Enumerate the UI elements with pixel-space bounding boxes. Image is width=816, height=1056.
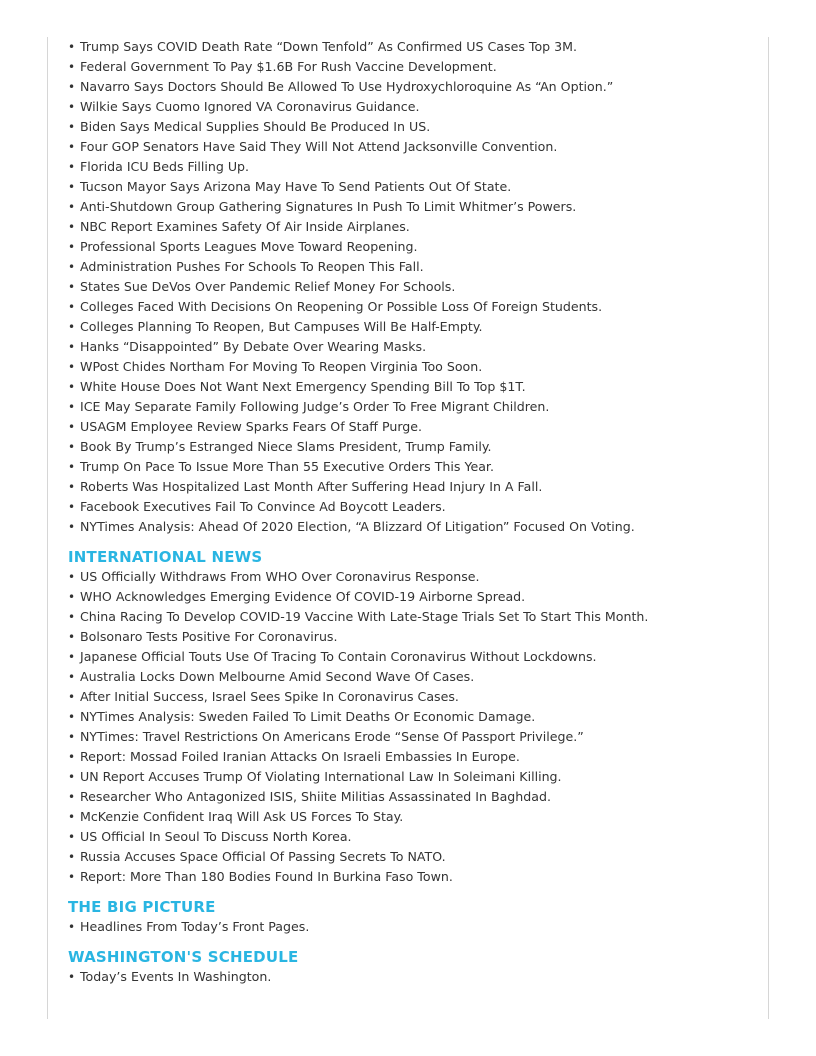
headline-link[interactable]: Federal Government To Pay $1.6B For Rush Vaccine Development. (80, 59, 497, 74)
headline-item (68, 157, 758, 177)
headline-link[interactable]: NYTimes Analysis: Ahead Of 2020 Election, “A Blizzard Of Litigation” Focused On Voting. (80, 519, 635, 534)
headline-link[interactable]: Florida ICU Beds Filling Up. (80, 159, 250, 174)
bullet-icon: • (68, 650, 76, 664)
headline-item (68, 217, 758, 237)
top-stories-list (68, 37, 758, 537)
bullet-icon: • (68, 480, 76, 494)
headline-item (68, 847, 758, 867)
bullet-icon: • (68, 710, 76, 724)
right-border (768, 37, 769, 1019)
headline-link[interactable]: Trump On Pace To Issue More Than 55 Executive Orders This Year. (80, 459, 494, 474)
washington-schedule-heading: WASHINGTON'S SCHEDULE (68, 948, 299, 966)
bullet-icon: • (68, 40, 76, 54)
bullet-icon: • (68, 570, 76, 584)
headline-link[interactable]: Four GOP Senators Have Said They Will Not Attend Jacksonville Convention. (80, 139, 558, 154)
headline-link[interactable]: NYTimes: Travel Restrictions On Americans Erode “Sense Of Passport Privilege.” (80, 729, 584, 744)
bullet-icon: • (68, 240, 76, 254)
headline-item (68, 517, 758, 537)
headline-link[interactable]: Researcher Who Antagonized ISIS, Shiite Militias Assassinated In Baghdad. (80, 789, 551, 804)
bullet-icon: • (68, 320, 76, 334)
headline-item (68, 477, 758, 497)
bullet-icon: • (68, 360, 76, 374)
headline-link[interactable]: US Officially Withdraws From WHO Over Coronavirus Response. (80, 569, 480, 584)
headline-item (68, 237, 758, 257)
headline-link[interactable]: States Sue DeVos Over Pandemic Relief Money For Schools. (80, 279, 456, 294)
headline-link[interactable]: Wilkie Says Cuomo Ignored VA Coronavirus Guidance. (80, 99, 420, 114)
headline-item (68, 667, 758, 687)
bullet-icon: • (68, 970, 76, 984)
headline-link[interactable]: Hanks “Disappointed” By Debate Over Wearing Masks. (80, 339, 427, 354)
bullet-icon: • (68, 200, 76, 214)
headline-link[interactable]: US Official In Seoul To Discuss North Korea. (80, 829, 352, 844)
bullet-icon: • (68, 670, 76, 684)
headline-link[interactable]: Professional Sports Leagues Move Toward Reopening. (80, 239, 418, 254)
headline-link[interactable]: Biden Says Medical Supplies Should Be Produced In US. (80, 119, 431, 134)
bullet-icon: • (68, 380, 76, 394)
headline-item (68, 607, 758, 627)
headline-link[interactable]: USAGM Employee Review Sparks Fears Of Staff Purge. (80, 419, 423, 434)
headline-item (68, 397, 758, 417)
headline-item (68, 417, 758, 437)
newsletter-content (68, 37, 758, 987)
headline-link[interactable]: NYTimes Analysis: Sweden Failed To Limit Deaths Or Economic Damage. (80, 709, 536, 724)
bullet-icon: • (68, 520, 76, 534)
bullet-icon: • (68, 120, 76, 134)
bullet-icon: • (68, 630, 76, 644)
headline-item (68, 687, 758, 707)
big-picture-section (68, 897, 758, 937)
headline-item (68, 497, 758, 517)
bullet-icon: • (68, 750, 76, 764)
bullet-icon: • (68, 400, 76, 414)
headline-link[interactable]: Anti-Shutdown Group Gathering Signatures In Push To Limit Whitmer’s Powers. (80, 199, 577, 214)
headline-link[interactable]: Tucson Mayor Says Arizona May Have To Send Patients Out Of State. (80, 179, 512, 194)
headline-item (68, 37, 758, 57)
headline-item (68, 277, 758, 297)
headline-link[interactable]: Russia Accuses Space Official Of Passing Secrets To NATO. (80, 849, 446, 864)
headline-item (68, 317, 758, 337)
bullet-icon: • (68, 590, 76, 604)
bullet-icon: • (68, 160, 76, 174)
headline-item (68, 767, 758, 787)
bullet-icon: • (68, 850, 76, 864)
headline-link[interactable]: WPost Chides Northam For Moving To Reopen Virginia Too Soon. (80, 359, 483, 374)
headline-link[interactable]: Colleges Planning To Reopen, But Campuses Will Be Half-Empty. (80, 319, 483, 334)
headline-item (68, 57, 758, 77)
bullet-icon: • (68, 340, 76, 354)
headline-link[interactable]: Facebook Executives Fail To Convince Ad Boycott Leaders. (80, 499, 446, 514)
headline-link[interactable]: Roberts Was Hospitalized Last Month After Suffering Head Injury In A Fall. (80, 479, 543, 494)
left-border (47, 37, 48, 1019)
bullet-icon: • (68, 280, 76, 294)
headline-item (68, 747, 758, 767)
headline-item (68, 377, 758, 397)
headline-item (68, 457, 758, 477)
headline-item (68, 137, 758, 157)
headline-item (68, 197, 758, 217)
headline-link[interactable]: After Initial Success, Israel Sees Spike In Coronavirus Cases. (80, 689, 459, 704)
headline-link[interactable]: Headlines From Today’s Front Pages. (80, 919, 310, 934)
headline-item (68, 807, 758, 827)
bullet-icon: • (68, 500, 76, 514)
headline-item (68, 97, 758, 117)
headline-item (68, 967, 758, 987)
headline-item (68, 587, 758, 607)
bullet-icon: • (68, 870, 76, 884)
headline-item (68, 357, 758, 377)
headline-item (68, 117, 758, 137)
headline-link[interactable]: McKenzie Confident Iraq Will Ask US Forces To Stay. (80, 809, 404, 824)
headline-item (68, 917, 758, 937)
international-news-list (68, 567, 758, 887)
bullet-icon: • (68, 140, 76, 154)
bullet-icon: • (68, 440, 76, 454)
headline-link[interactable]: WHO Acknowledges Emerging Evidence Of COVID-19 Airborne Spread. (80, 589, 526, 604)
headline-item (68, 627, 758, 647)
bullet-icon: • (68, 180, 76, 194)
bullet-icon: • (68, 100, 76, 114)
headline-link[interactable]: Administration Pushes For Schools To Reopen This Fall. (80, 259, 424, 274)
headline-link[interactable]: White House Does Not Want Next Emergency Spending Bill To Top $1T. (80, 379, 526, 394)
bullet-icon: • (68, 220, 76, 234)
headline-link[interactable]: China Racing To Develop COVID-19 Vaccine With Late-Stage Trials Set To Start This Month. (80, 609, 649, 624)
big-picture-list (68, 917, 758, 937)
headline-item (68, 297, 758, 317)
headline-link[interactable]: Navarro Says Doctors Should Be Allowed To Use Hydroxychloroquine As “An Option.” (80, 79, 614, 94)
bullet-icon: • (68, 770, 76, 784)
bullet-icon: • (68, 300, 76, 314)
headline-link[interactable]: Japanese Official Touts Use Of Tracing To Contain Coronavirus Without Lockdowns. (80, 649, 597, 664)
bullet-icon: • (68, 920, 76, 934)
bullet-icon: • (68, 260, 76, 274)
headline-item (68, 337, 758, 357)
bullet-icon: • (68, 690, 76, 704)
headline-link[interactable]: ICE May Separate Family Following Judge’s Order To Free Migrant Children. (80, 399, 550, 414)
headline-item (68, 647, 758, 667)
headline-item (68, 727, 758, 747)
headline-link[interactable]: Bolsonaro Tests Positive For Coronavirus. (80, 629, 338, 644)
headline-item (68, 257, 758, 277)
bullet-icon: • (68, 460, 76, 474)
bullet-icon: • (68, 810, 76, 824)
top-stories-section (68, 37, 758, 537)
headline-item (68, 77, 758, 97)
international-news-section (68, 547, 758, 887)
headline-item (68, 827, 758, 847)
headline-item (68, 707, 758, 727)
washington-schedule-section (68, 947, 758, 987)
bullet-icon: • (68, 420, 76, 434)
bullet-icon: • (68, 730, 76, 744)
bullet-icon: • (68, 80, 76, 94)
headline-link[interactable]: NBC Report Examines Safety Of Air Inside Airplanes. (80, 219, 410, 234)
bullet-icon: • (68, 790, 76, 804)
bullet-icon: • (68, 830, 76, 844)
headline-link[interactable]: Australia Locks Down Melbourne Amid Second Wave Of Cases. (80, 669, 475, 684)
headline-item (68, 437, 758, 457)
big-picture-heading: THE BIG PICTURE (68, 898, 216, 916)
headline-link[interactable]: UN Report Accuses Trump Of Violating International Law In Soleimani Killing. (80, 769, 562, 784)
headline-item (68, 867, 758, 887)
headline-item (68, 787, 758, 807)
headline-link[interactable]: Colleges Faced With Decisions On Reopening Or Possible Loss Of Foreign Students. (80, 299, 603, 314)
international-news-heading: INTERNATIONAL NEWS (68, 548, 263, 566)
headline-link[interactable]: Report: More Than 180 Bodies Found In Burkina Faso Town. (80, 869, 453, 884)
headline-item (68, 177, 758, 197)
washington-schedule-list (68, 967, 758, 987)
headline-link[interactable]: Book By Trump’s Estranged Niece Slams President, Trump Family. (80, 439, 492, 454)
bullet-icon: • (68, 610, 76, 624)
headline-link[interactable]: Today’s Events In Washington. (80, 969, 272, 984)
headline-link[interactable]: Report: Mossad Foiled Iranian Attacks On Israeli Embassies In Europe. (80, 749, 520, 764)
bullet-icon: • (68, 60, 76, 74)
headline-link[interactable]: Trump Says COVID Death Rate “Down Tenfold” As Confirmed US Cases Top 3M. (80, 39, 578, 54)
headline-item (68, 567, 758, 587)
